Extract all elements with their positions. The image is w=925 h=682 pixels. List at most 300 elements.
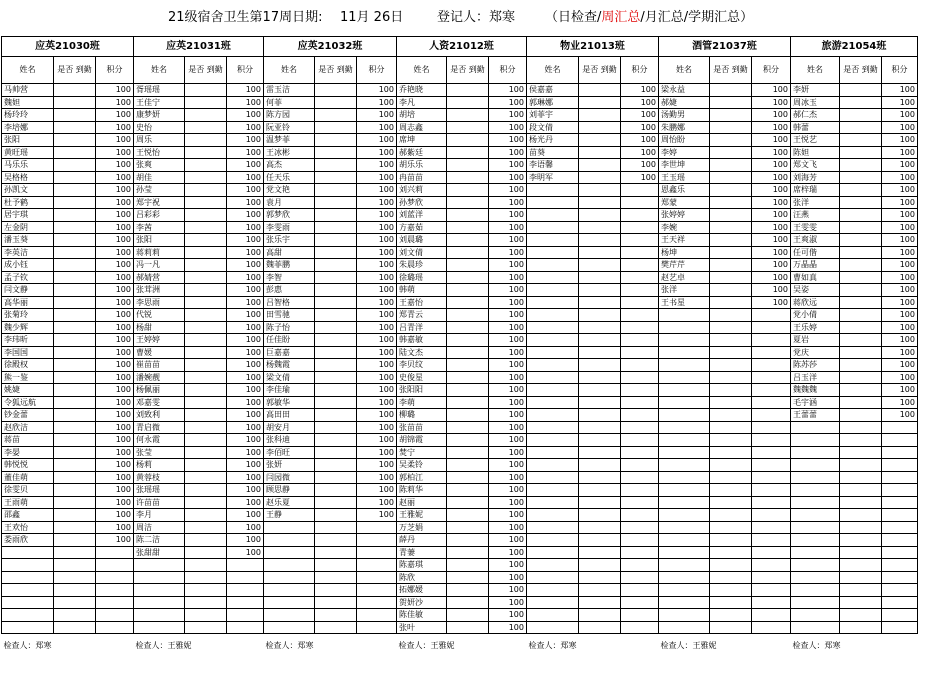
score-cell: 100 [227,396,264,409]
attendance-cell [579,284,621,297]
student-name-cell: 王悦艺 [791,134,840,147]
student-name-cell: 陈莉华 [397,484,447,497]
attendance-cell [447,259,489,272]
score-cell: 100 [357,234,397,247]
student-name-cell: 孙莹 [134,184,185,197]
student-name-cell: 张爽 [134,159,185,172]
score-cell: 100 [357,134,397,147]
student-name-cell: 杨玲玲 [2,109,54,122]
title-date: 11月 26日 [340,10,404,25]
student-name-cell [791,496,840,509]
student-name-cell: 郭琳娜 [527,96,579,109]
attendance-cell [710,196,752,209]
student-name-cell: 李智 [264,271,315,284]
class-name-row [2,37,918,57]
score-cell: 100 [489,571,527,584]
score-cell: 100 [96,471,134,484]
student-name-cell: 杨佩丽 [134,384,185,397]
attendance-cell [710,221,752,234]
column-header-attendance: 是否 到勤 [185,57,227,84]
score-cell: 100 [752,246,791,259]
score-cell [621,271,659,284]
attendance-cell [840,184,882,197]
student-name-cell: 张苗苗 [397,421,447,434]
score-cell: 100 [227,159,264,172]
score-cell: 100 [752,171,791,184]
score-cell [621,484,659,497]
attendance-cell [315,221,357,234]
attendance-cell [315,496,357,509]
student-name-cell [659,521,710,534]
attendance-cell [185,571,227,584]
score-cell: 100 [489,146,527,159]
attendance-cell [185,471,227,484]
score-cell: 100 [752,284,791,297]
attendance-cell [315,296,357,309]
student-name-cell [527,259,579,272]
score-cell [621,384,659,397]
score-cell: 100 [621,84,659,97]
student-name-cell [527,596,579,609]
attendance-cell [840,84,882,97]
attendance-cell [315,146,357,159]
student-name-cell: 巨嘉嘉 [264,346,315,359]
student-name-cell: 赵艺卓 [659,271,710,284]
student-name-cell: 李晏 [2,446,54,459]
score-cell [752,521,791,534]
student-name-cell: 冯一凡 [134,259,185,272]
student-name-cell: 黄蓉枝 [134,471,185,484]
student-name-cell: 李世坤 [659,159,710,172]
student-name-cell [791,534,840,547]
student-name-cell: 邵鑫 [2,509,54,522]
student-name-cell: 高田田 [264,409,315,422]
score-cell: 100 [489,321,527,334]
student-name-cell [659,509,710,522]
student-name-cell [791,434,840,447]
student-name-cell: 雷玉洁 [264,84,315,97]
attendance-cell [447,434,489,447]
score-cell: 100 [96,209,134,222]
attendance-cell [315,584,357,597]
attendance-cell [447,146,489,159]
table-row [2,96,918,109]
attendance-cell [185,371,227,384]
score-cell: 100 [489,171,527,184]
attendance-cell [185,621,227,634]
attendance-cell [840,359,882,372]
student-name-cell: 袁月 [264,196,315,209]
score-cell: 100 [357,421,397,434]
attendance-cell [54,246,96,259]
student-name-cell: 胥瑶瑶 [134,84,185,97]
score-cell: 100 [489,259,527,272]
score-cell [882,521,918,534]
score-cell [882,609,918,622]
score-cell [752,559,791,572]
table-row [2,134,918,147]
class-name-cell: 物业21013班 [527,37,659,57]
attendance-cell [579,134,621,147]
student-name-cell [659,621,710,634]
score-cell [621,396,659,409]
student-name-cell [527,234,579,247]
attendance-cell [447,109,489,122]
student-name-cell: 姚婕 [2,384,54,397]
attendance-cell [579,596,621,609]
score-cell: 100 [489,471,527,484]
attendance-cell [447,209,489,222]
student-name-cell [134,609,185,622]
attendance-cell [185,84,227,97]
score-cell: 100 [882,109,918,122]
attendance-cell [315,359,357,372]
table-row [2,259,918,272]
student-name-cell: 韩蕾 [791,121,840,134]
score-cell: 100 [882,134,918,147]
score-cell: 100 [752,296,791,309]
attendance-cell [840,559,882,572]
attendance-cell [185,96,227,109]
score-cell [882,621,918,634]
score-cell: 100 [227,109,264,122]
table-row [2,159,918,172]
student-name-cell: 郭敏华 [264,396,315,409]
student-name-cell: 赵欣洁 [2,421,54,434]
attendance-cell [710,584,752,597]
score-cell: 100 [227,446,264,459]
column-header-name: 姓名 [264,57,315,84]
title-week-summary: 周汇总 [601,10,641,25]
student-name-cell: 吕彩彩 [134,209,185,222]
attendance-cell [840,459,882,472]
table-row [2,584,918,597]
score-cell: 100 [489,596,527,609]
student-name-cell: 王爽淑 [791,234,840,247]
attendance-cell [54,509,96,522]
student-name-cell: 王蕾蕾 [791,409,840,422]
student-name-cell: 王雅妮 [397,509,447,522]
attendance-cell [579,321,621,334]
student-name-cell: 张乐宇 [264,234,315,247]
score-cell: 100 [357,396,397,409]
student-name-cell: 韩悦悦 [2,459,54,472]
student-name-cell: 史俊星 [397,371,447,384]
score-cell [227,609,264,622]
score-cell: 100 [227,434,264,447]
student-name-cell: 闫文静 [2,284,54,297]
attendance-cell [315,309,357,322]
score-cell [96,609,134,622]
student-name-cell: 苗葵 [527,146,579,159]
attendance-cell [315,559,357,572]
attendance-cell [447,484,489,497]
score-cell: 100 [489,609,527,622]
student-name-cell [264,584,315,597]
score-cell: 100 [227,171,264,184]
score-cell: 100 [227,509,264,522]
attendance-cell [315,171,357,184]
attendance-cell [54,134,96,147]
attendance-cell [710,484,752,497]
score-cell [882,546,918,559]
attendance-cell [315,346,357,359]
score-cell [752,596,791,609]
attendance-cell [315,234,357,247]
attendance-cell [315,196,357,209]
student-name-cell [264,546,315,559]
student-name-cell: 贺妍沙 [397,596,447,609]
attendance-cell [579,421,621,434]
score-cell [96,621,134,634]
score-cell [752,371,791,384]
inspector-cell: 检查人：郑寒 [791,634,918,657]
score-cell [882,421,918,434]
attendance-cell [315,84,357,97]
score-cell: 100 [621,121,659,134]
student-name-cell: 李语馨 [527,159,579,172]
student-name-cell [791,484,840,497]
score-cell [752,346,791,359]
score-cell: 100 [489,459,527,472]
attendance-cell [185,384,227,397]
table-row [2,546,918,559]
table-row [2,496,918,509]
student-name-cell: 李茜 [134,221,185,234]
student-name-cell [659,596,710,609]
student-name-cell: 杨甜 [134,321,185,334]
column-header-name: 姓名 [659,57,710,84]
student-name-cell: 张阳 [2,134,54,147]
student-name-cell: 刘兴莉 [397,184,447,197]
score-cell [621,546,659,559]
score-cell [621,459,659,472]
score-cell [752,584,791,597]
score-cell: 100 [882,246,918,259]
student-name-cell: 任天乐 [264,171,315,184]
attendance-cell [710,471,752,484]
student-name-cell [659,371,710,384]
score-cell: 100 [96,84,134,97]
attendance-cell [579,371,621,384]
attendance-cell [710,209,752,222]
score-cell: 100 [357,346,397,359]
inspector-row [2,634,918,657]
score-cell: 100 [357,196,397,209]
student-name-cell: 胡锦霞 [397,434,447,447]
student-name-cell: 郑蒙 [659,196,710,209]
score-cell: 100 [489,434,527,447]
score-cell: 100 [96,459,134,472]
student-name-cell [659,384,710,397]
attendance-cell [710,521,752,534]
inspector-cell: 检查人：王雅妮 [659,634,791,657]
column-header-score: 积分 [96,57,134,84]
student-name-cell: 左金阴 [2,221,54,234]
student-name-cell [791,446,840,459]
score-cell [621,434,659,447]
student-name-cell: 柳璐 [397,409,447,422]
score-cell: 100 [357,146,397,159]
table-row [2,409,918,422]
score-cell [621,196,659,209]
student-name-cell: 王冰彬 [264,146,315,159]
attendance-cell [315,546,357,559]
attendance-cell [579,346,621,359]
student-name-cell: 徐璐瑶 [397,271,447,284]
score-cell [752,409,791,422]
attendance-cell [840,434,882,447]
score-cell: 100 [357,434,397,447]
table-row [2,571,918,584]
attendance-cell [185,584,227,597]
score-cell: 100 [227,371,264,384]
student-name-cell [659,396,710,409]
attendance-cell [710,596,752,609]
score-cell: 100 [357,221,397,234]
score-cell: 100 [96,334,134,347]
score-cell: 100 [96,396,134,409]
score-cell: 100 [882,84,918,97]
student-name-cell [791,509,840,522]
student-name-cell [527,209,579,222]
attendance-cell [54,196,96,209]
student-name-cell [2,571,54,584]
attendance-cell [447,446,489,459]
attendance-cell [840,571,882,584]
attendance-cell [54,596,96,609]
attendance-cell [579,234,621,247]
student-name-cell [527,521,579,534]
score-cell [621,334,659,347]
attendance-cell [185,446,227,459]
student-name-cell [134,596,185,609]
score-cell: 100 [489,421,527,434]
attendance-cell [54,546,96,559]
student-name-cell: 刘菲宇 [527,109,579,122]
student-name-cell: 吕智格 [264,296,315,309]
score-cell: 100 [96,284,134,297]
student-name-cell: 杨坤 [659,246,710,259]
score-cell [621,259,659,272]
score-cell: 100 [227,259,264,272]
attendance-cell [185,196,227,209]
class-name-cell: 酒管21037班 [659,37,791,57]
attendance-cell [54,121,96,134]
table-row [2,559,918,572]
student-name-cell [527,559,579,572]
attendance-cell [447,509,489,522]
student-name-cell [264,521,315,534]
score-cell: 100 [752,221,791,234]
attendance-cell [54,309,96,322]
class-name-cell: 应英21030班 [2,37,134,57]
attendance-cell [579,584,621,597]
student-name-cell: 高甜 [264,246,315,259]
attendance-cell [447,521,489,534]
attendance-cell [185,359,227,372]
score-cell: 100 [227,84,264,97]
table-row [2,334,918,347]
table-row [2,246,918,259]
attendance-cell [579,546,621,559]
attendance-cell [447,571,489,584]
attendance-cell [710,359,752,372]
student-name-cell: 侯嘉嘉 [527,84,579,97]
attendance-cell [185,434,227,447]
student-name-cell: 令狐远航 [2,396,54,409]
column-header-score: 积分 [357,57,397,84]
attendance-cell [315,259,357,272]
title-paren-rest: /月汇总/学期汇总） [640,10,754,25]
attendance-cell [447,171,489,184]
score-cell: 100 [227,346,264,359]
student-name-cell [659,334,710,347]
score-cell: 100 [882,334,918,347]
score-cell: 100 [489,496,527,509]
score-cell [96,546,134,559]
student-name-cell: 曹如真 [791,271,840,284]
attendance-cell [579,409,621,422]
student-name-cell: 王佳宁 [134,96,185,109]
attendance-cell [54,234,96,247]
score-cell [752,396,791,409]
attendance-cell [840,271,882,284]
student-name-cell: 胡培 [397,109,447,122]
student-name-cell: 潘婉靓 [134,371,185,384]
attendance-cell [447,471,489,484]
score-cell: 100 [227,521,264,534]
score-cell [621,234,659,247]
student-name-cell: 青萋 [397,546,447,559]
attendance-cell [840,384,882,397]
title-registrar: 登记人：郑寒 [437,10,516,25]
student-name-cell: 李贝纹 [397,359,447,372]
student-name-cell [659,346,710,359]
attendance-cell [447,396,489,409]
score-cell: 100 [489,96,527,109]
score-cell: 100 [489,284,527,297]
score-cell: 100 [96,134,134,147]
class-name-cell: 旅游21054班 [791,37,918,57]
attendance-cell [54,184,96,197]
sheet-title [0,0,925,36]
attendance-cell [710,171,752,184]
column-header-score: 积分 [227,57,264,84]
score-cell [621,346,659,359]
attendance-cell [710,346,752,359]
student-name-cell [527,509,579,522]
score-cell: 100 [489,621,527,634]
table-row [2,284,918,297]
attendance-cell [54,496,96,509]
student-name-cell: 刘晨璐 [397,234,447,247]
student-name-cell [791,621,840,634]
attendance-cell [579,446,621,459]
score-cell: 100 [227,196,264,209]
attendance-cell [579,359,621,372]
score-cell [227,596,264,609]
attendance-cell [710,109,752,122]
score-cell: 100 [489,371,527,384]
score-cell: 100 [227,309,264,322]
score-cell [882,496,918,509]
attendance-cell [840,446,882,459]
attendance-cell [579,571,621,584]
student-name-cell [527,534,579,547]
student-name-cell: 代锐 [134,309,185,322]
score-cell: 100 [227,284,264,297]
